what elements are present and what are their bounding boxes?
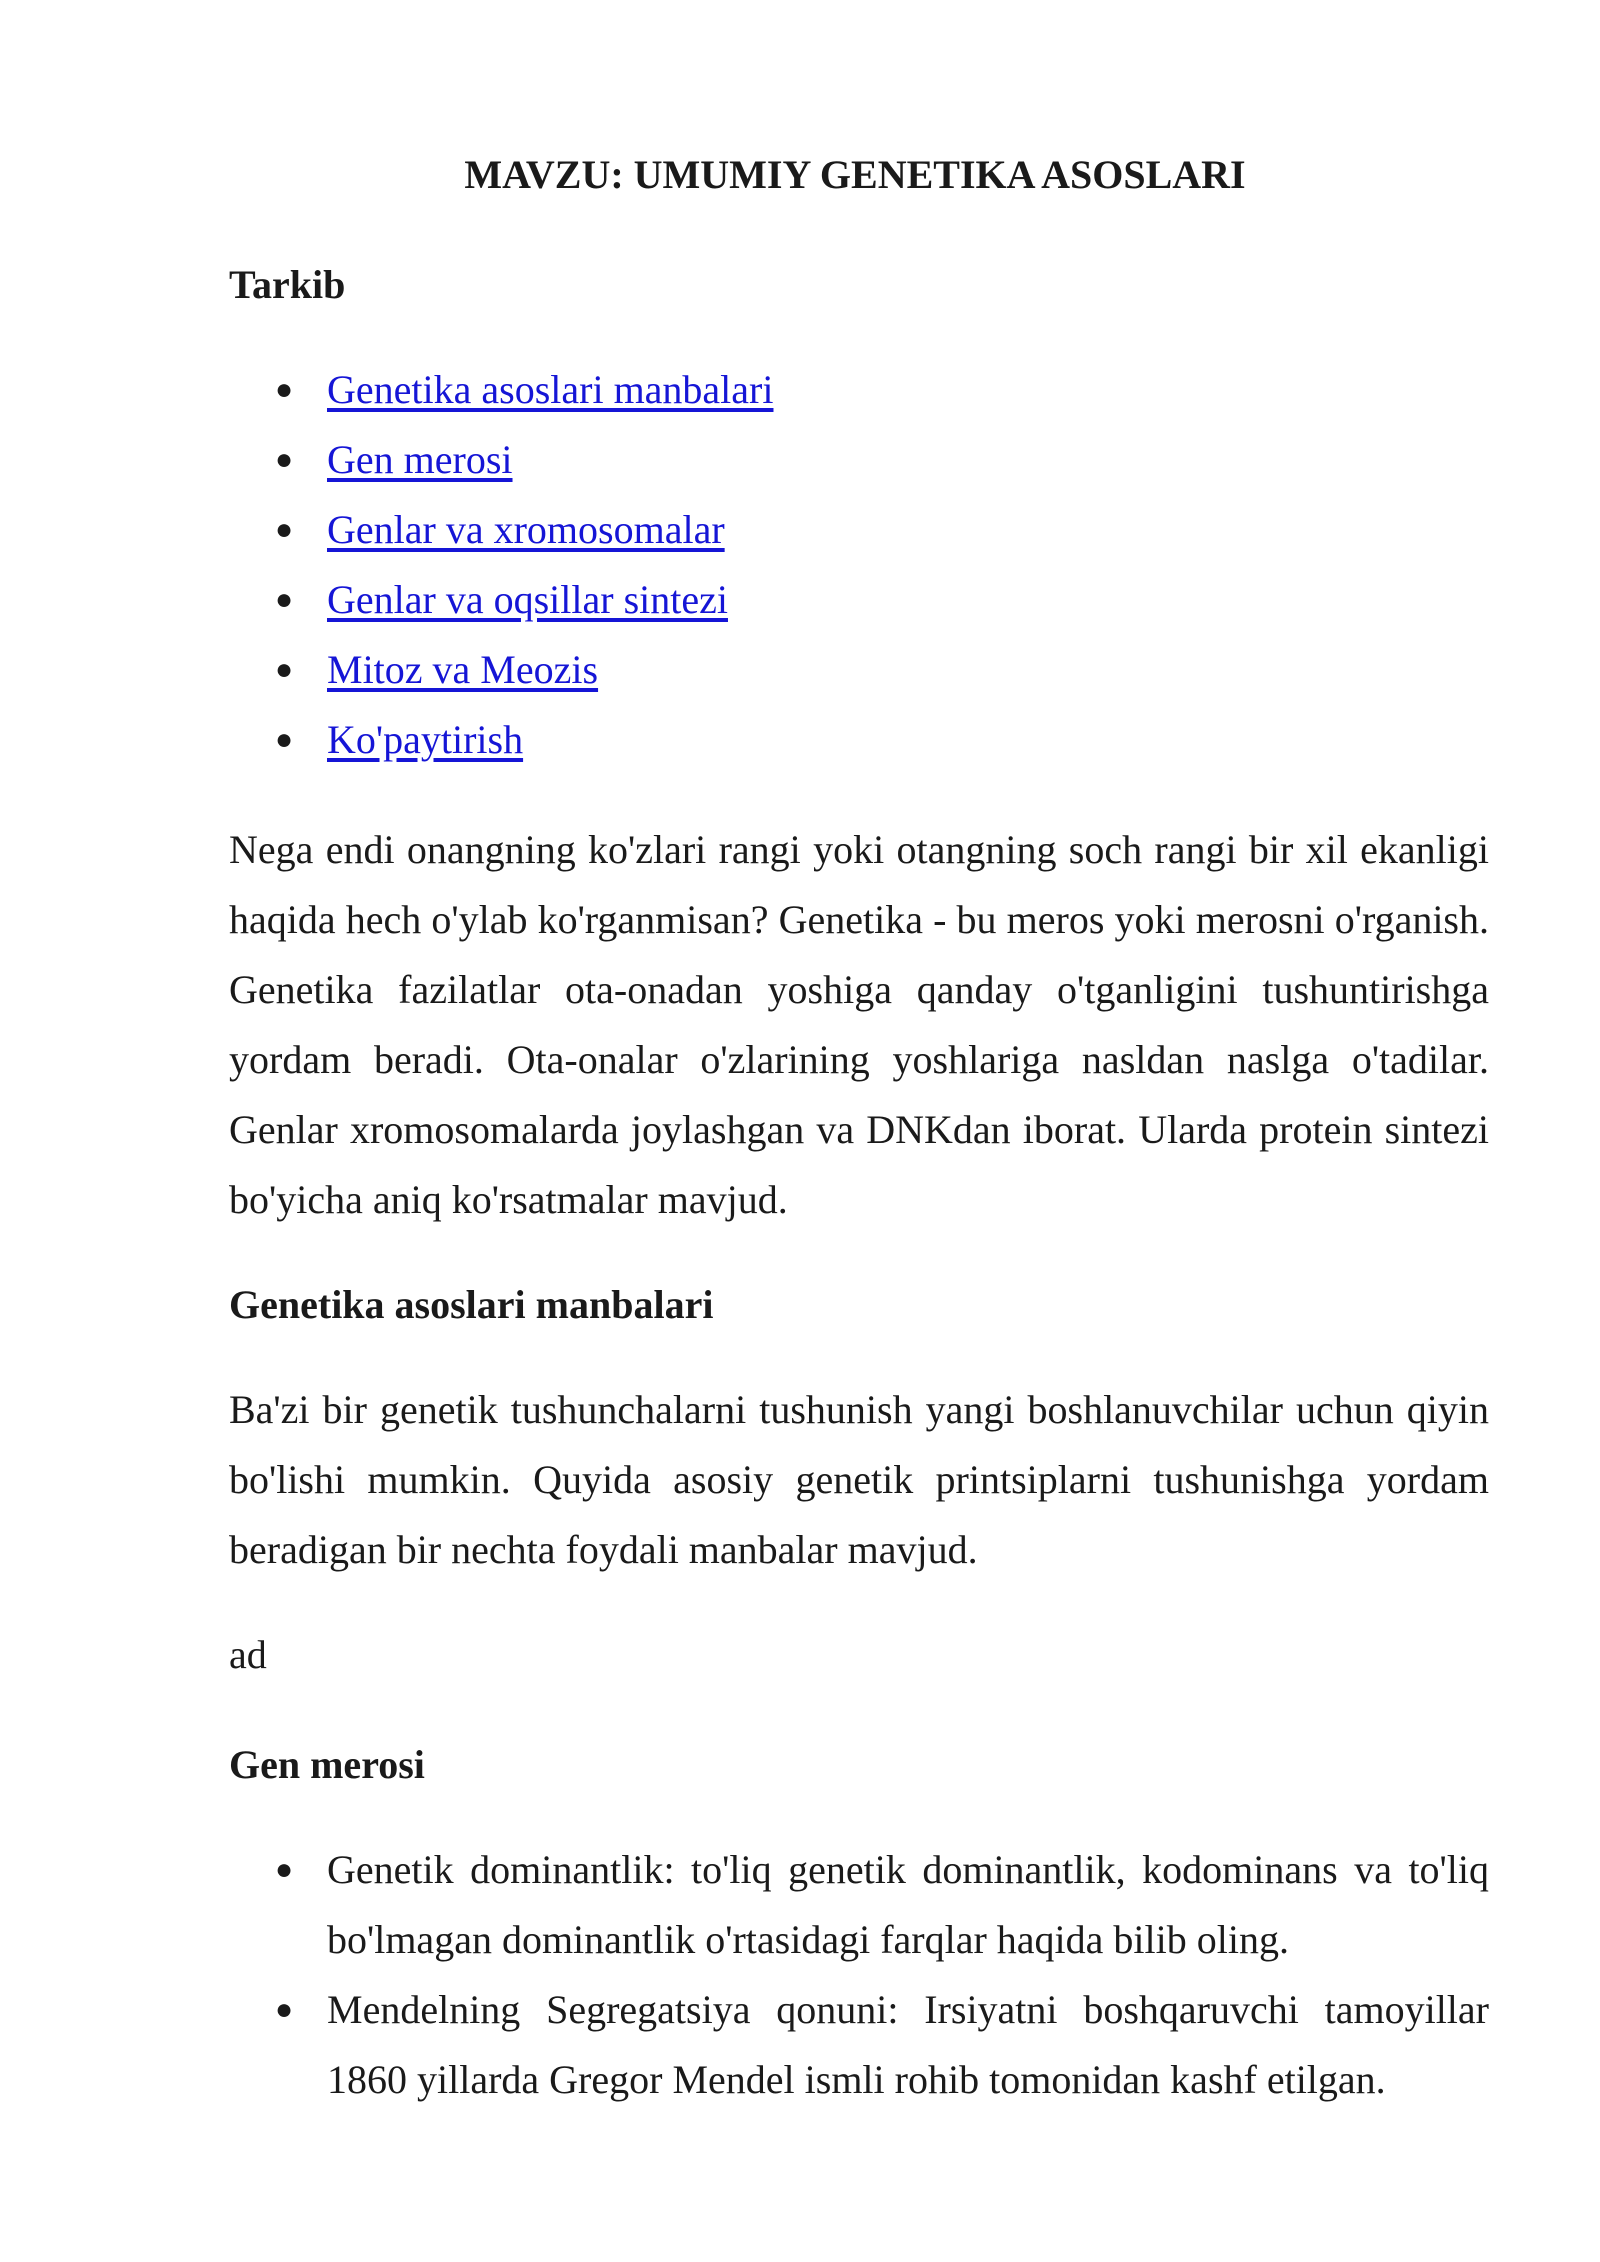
bullet-dot-icon: ● bbox=[275, 583, 294, 616]
page-title: MAVZU: UMUMIY GENETIKA ASOSLARI bbox=[464, 152, 1246, 197]
intro-paragraph-block bbox=[229, 815, 1489, 1235]
gen-merosi-list-block bbox=[229, 1835, 1489, 2115]
toc-link-genetika-asoslari-manbalari[interactable]: Genetika asoslari manbalari bbox=[327, 367, 774, 412]
toc-link-kopaytirish[interactable]: Ko'paytirish bbox=[327, 717, 524, 762]
bullet-dot-icon: ● bbox=[275, 443, 294, 476]
toc-link-genlar-va-oqsillar-sintezi[interactable]: Genlar va oqsillar sintezi bbox=[327, 577, 728, 622]
section-paragraph-block bbox=[229, 1375, 1489, 1585]
table-of-contents bbox=[229, 355, 1489, 775]
section-heading-genetika-asoslari-manbalari: Genetika asoslari manbalari bbox=[229, 1282, 714, 1327]
toc-link-mitoz-va-meozis[interactable]: Mitoz va Meozis bbox=[327, 647, 599, 692]
ad-placeholder: ad bbox=[229, 1632, 267, 1677]
toc-item bbox=[229, 565, 1489, 635]
bullet-dot-icon: ● bbox=[275, 373, 294, 406]
toc-item bbox=[229, 425, 1489, 495]
list-item-text: Mendelning Segregatsiya qonuni: Irsiyatni boshqaruvchi tamoyillar 1860 yillarda Gregor Mendel ismli rohib tomonidan kashf etilgan. bbox=[327, 1987, 1489, 2102]
list-item bbox=[229, 1835, 1489, 1975]
section-paragraph: Ba'zi bir genetik tushunchalarni tushunish yangi boshlanuvchilar uchun qiyin bo'lishi mumkin. Quyida asosiy genetik printsiplarni tushunishga yordam beradigan bir nechta foydali manbalar mavjud. bbox=[229, 1387, 1489, 1572]
bullet-dot-icon: ● bbox=[275, 1993, 294, 2026]
toc-link-genlar-va-xromosomalar[interactable]: Genlar va xromosomalar bbox=[327, 507, 725, 552]
toc-heading: Tarkib bbox=[229, 262, 346, 307]
section-heading-gen-merosi: Gen merosi bbox=[229, 1742, 425, 1787]
toc-link-gen-merosi[interactable]: Gen merosi bbox=[327, 437, 513, 482]
bullet-dot-icon: ● bbox=[275, 723, 294, 756]
toc-item bbox=[229, 355, 1489, 425]
list-item bbox=[229, 1975, 1489, 2115]
toc-item bbox=[229, 635, 1489, 705]
toc-item bbox=[229, 705, 1489, 775]
toc-item bbox=[229, 495, 1489, 565]
bullet-dot-icon: ● bbox=[275, 653, 294, 686]
bullet-dot-icon: ● bbox=[275, 513, 294, 546]
intro-paragraph: Nega endi onangning ko'zlari rangi yoki otangning soch rangi bir xil ekanligi haqida hech o'ylab ko'rganmisan? Genetika - bu meros yoki merosni o'rganish. Genetika fazilatlar ota-onadan yoshiga qanday o'tganligini tushuntirishga yordam beradi. Ota-onalar o'zlarining yoshlariga nasldan naslga o'tadilar. Genlar xromosomalarda joylashgan va DNKdan iborat. Ularda protein sintezi bo'yicha aniq ko'rsatmalar mavjud. bbox=[229, 827, 1489, 1222]
bullet-dot-icon: ● bbox=[275, 1853, 294, 1886]
list-item-text: Genetik dominantlik: to'liq genetik dominantlik, kodominans va to'liq bo'lmagan dominantlik o'rtasidagi farqlar haqida bilib oling. bbox=[327, 1847, 1489, 1962]
